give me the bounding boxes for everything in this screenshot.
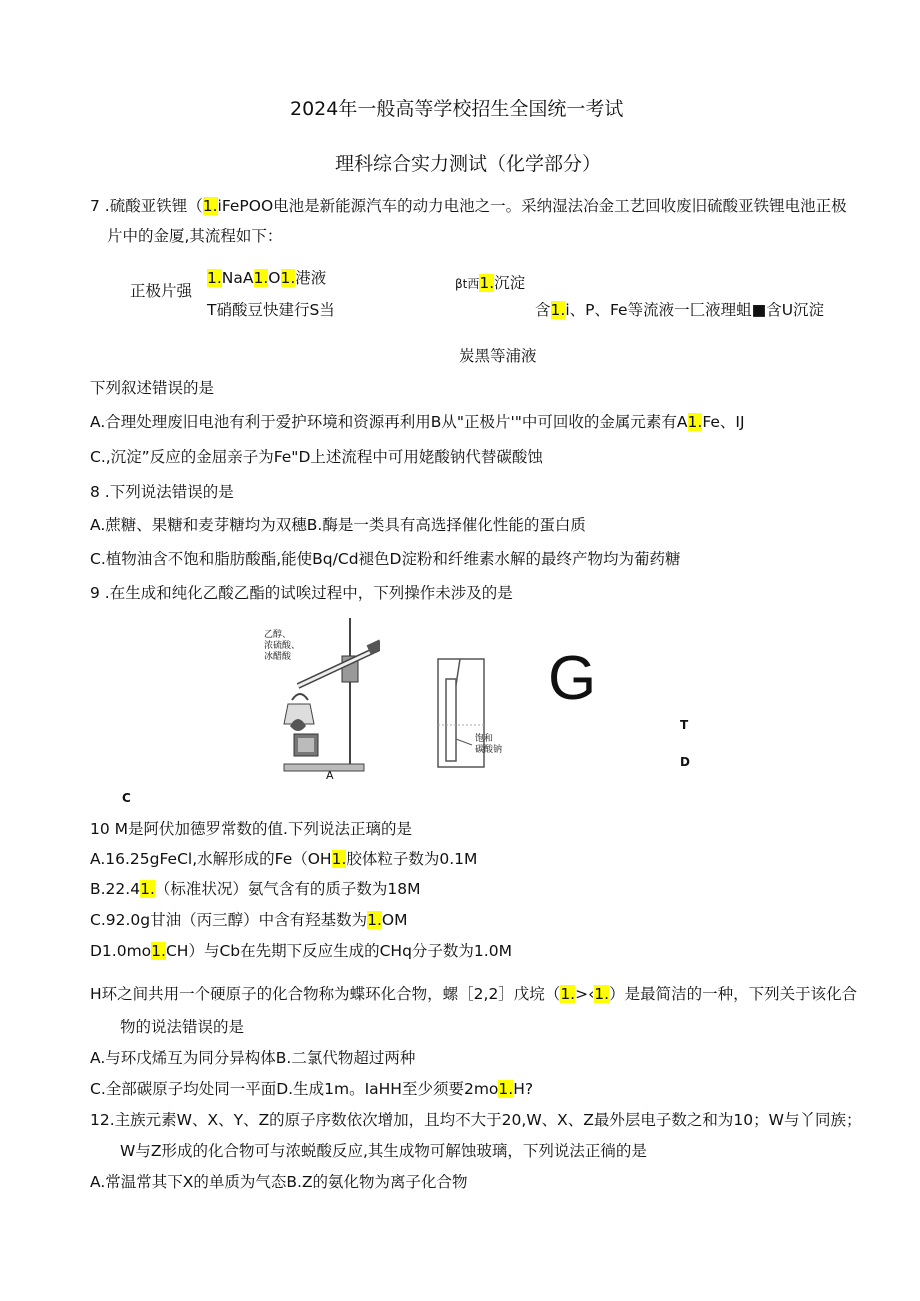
q12-option-ab: A.常温常其下X的单质为气态B.Z的氨化物为离子化合物 <box>90 1173 468 1191</box>
flow-step3 <box>455 273 525 294</box>
q10-option-d <box>90 941 512 961</box>
q7-prompt: 下列叙述错误的是 <box>90 379 215 397</box>
figure-c-label: C <box>122 791 131 805</box>
option-text: A.16.25gFeCl,水解形成的Fe（OH <box>90 850 332 868</box>
figure-d-label: D <box>680 755 690 769</box>
q7-option-ab <box>90 412 745 432</box>
highlight: 1. <box>560 985 576 1003</box>
flow-step1 <box>207 268 326 288</box>
q8-option-ab: A.蔗糖、果糖和麦芽糖均为双穗B.酶是一类具有高选择催化性能的蛋白质 <box>90 516 586 534</box>
option-text: OM <box>381 911 408 929</box>
q10-option-c <box>90 910 407 930</box>
highlight: 1. <box>140 880 155 898</box>
highlight: 1. <box>151 942 166 960</box>
reagent-line: 饱和 <box>475 734 494 744</box>
q10-option-b <box>90 879 420 899</box>
q7-stem-line1 <box>90 196 847 216</box>
flow-text: 港液 <box>295 269 327 287</box>
flow-text: NaA <box>221 269 254 287</box>
q7-text: iFePOO电池是新能源汽车的动力电池之一。采纳湿法冶金工艺回收废旧硫酸亚铁锂电池正极 <box>217 197 847 215</box>
highlight: 1. <box>280 269 296 287</box>
page-subtitle: 理科综合实力测试（化学部分） <box>335 153 602 175</box>
flow-text: 含 <box>535 301 551 319</box>
flow-bottom: 炭黑等浦液 <box>459 347 537 365</box>
figure-g-label: G <box>548 644 597 713</box>
q12-stem-line1: 12.主族元素W、X、Y、Z的原子序数依次增加，且均不大于20,W、X、Z最外层电子数之和为10；W与丫同族； <box>90 1111 862 1129</box>
highlight: 1. <box>367 911 382 929</box>
q9-stem: 9 .在生成和纯化乙酸乙酯的试唉过程中，下列操作未涉及的是 <box>90 584 513 602</box>
highlight: 1. <box>331 850 347 868</box>
option-text: C.全部碳原子均处同一平面D.生成1m。IaHH至少须要2mo <box>90 1080 499 1098</box>
q11-option-cd <box>90 1079 533 1099</box>
option-text: CH）与Cb在先期下反应生成的CHq分子数为1.0M <box>165 942 512 960</box>
option-text: Fe、IJ <box>702 413 745 431</box>
highlight: 1. <box>498 1080 514 1098</box>
option-text: H? <box>513 1080 534 1098</box>
reagent-line: 乙醇、 <box>264 630 292 640</box>
option-text: B.22.4 <box>90 880 141 898</box>
highlight: 1. <box>207 269 222 287</box>
flow-step2: T硝酸豆快建行S当 <box>207 301 335 319</box>
highlight: 1. <box>253 269 269 287</box>
reagent-line: 冰醋酸 <box>264 652 292 662</box>
flow-start: 正极片强 <box>130 282 193 300</box>
option-text: A.合理处理废旧电池有利于爱护环境和资源再利用B从"正极片'"中可回收的金属元素有A <box>90 413 688 431</box>
q8-option-cd: C.植物油含不饱和脂肪酸酯,能使Bq/Cd褪色D淀粉和纤维素水解的最终产物均为葡药糖 <box>90 550 681 568</box>
q11-text: ）是最简洁的一种，下列关于该化合 <box>609 985 858 1003</box>
q10-option-a <box>90 849 477 869</box>
q12-stem-line2: W与Z形成的化合物可与浓蜕酸反应,其生成物可解蚀玻璃，下列说法正徜的是 <box>120 1142 647 1160</box>
option-text: D1.0mo <box>90 942 152 960</box>
q11-option-ab: A.与环戊烯互为同分异构体B.二氯代物超过两种 <box>90 1049 416 1067</box>
q7-text: 7 .硫酸亚铁锂（ <box>90 197 203 215</box>
flow-step4 <box>535 300 824 320</box>
reagent-label-a <box>264 630 300 663</box>
q11-text: H环之间共用一个硬原子的化合物称为蝶环化合物，螺［2,2］戊垸（ <box>90 985 561 1003</box>
figure-a-label: A <box>326 769 334 782</box>
flow-text: 沉淀 <box>494 274 526 292</box>
reagent-line: 碳酸钠 <box>475 745 503 755</box>
highlight: 1. <box>550 301 566 319</box>
page-title: 2024年一般高等学校招生全国统一考试 <box>290 98 624 120</box>
q11-stem-line1 <box>90 984 857 1004</box>
flow-text: O <box>268 269 281 287</box>
figure-t-label: T <box>680 718 689 732</box>
q11-text: >‹ <box>575 985 595 1003</box>
option-text: 胶体粒子数为0.1M <box>346 850 478 868</box>
flow-text: i、P、Fe等流液一匚液理蛆■含U沉淀 <box>565 301 825 319</box>
reagent-label-b <box>475 734 502 756</box>
option-text: （标准状况）氨气含有的质子数为18M <box>154 880 421 898</box>
highlight: 1. <box>202 197 218 215</box>
flow-text: βt西 <box>455 277 480 291</box>
q8-stem: 8 .下列说法错误的是 <box>90 483 234 501</box>
highlight: 1. <box>687 413 703 431</box>
option-text: C.92.0g甘油（丙三醇）中含有羟基数为 <box>90 911 368 929</box>
reagent-line: 浓硫酸、 <box>264 641 301 651</box>
highlight: 1. <box>594 985 610 1003</box>
q11-stem-line2: 物的说法错误的是 <box>120 1018 245 1036</box>
q7-option-cd: C.,沉淀”反应的金屈亲子为Fe"D上述流程中可用姥酸钠代替碳酸蚀 <box>90 448 543 466</box>
highlight: 1. <box>479 274 495 292</box>
q7-stem-line2: 片中的金厦,其流程如下： <box>107 227 283 245</box>
q10-stem: 10 M是阿伏加德罗常数的值.下列说法正璃的是 <box>90 820 412 838</box>
